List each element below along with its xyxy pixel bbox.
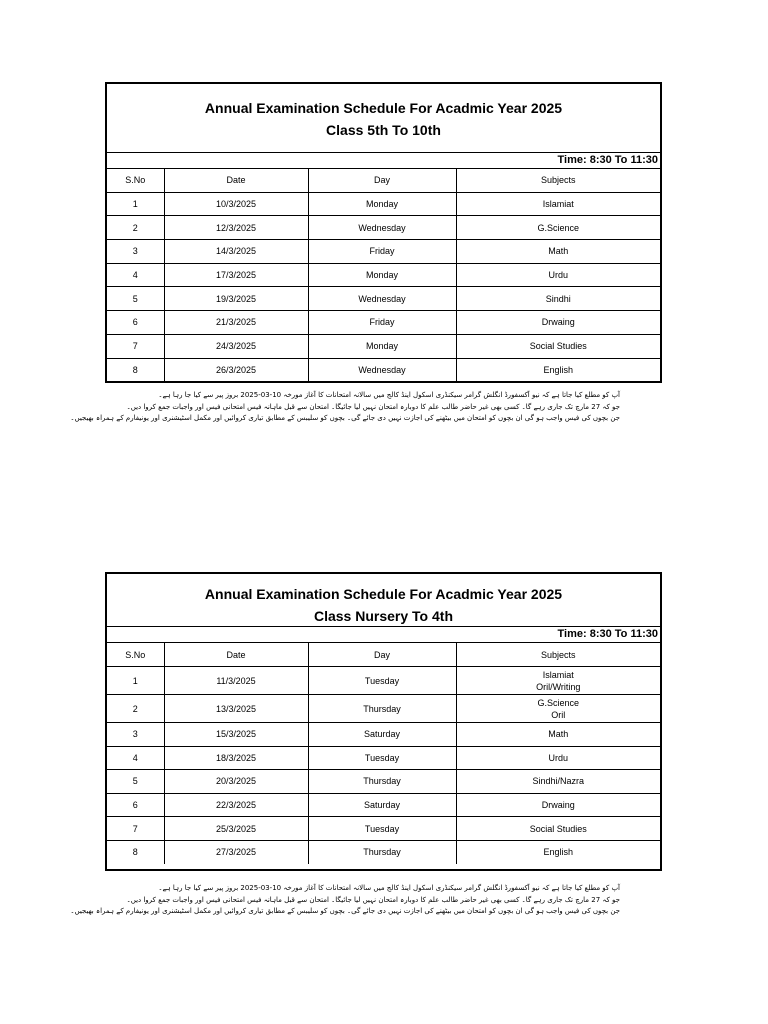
cell-day: Monday xyxy=(308,334,456,358)
cell-sno: 5 xyxy=(107,287,164,311)
schedule-junior xyxy=(105,572,662,871)
subject-line: G.Science xyxy=(537,697,580,708)
header-sno: S.No xyxy=(107,643,164,667)
table-row xyxy=(107,334,660,358)
schedule-heading xyxy=(107,574,660,626)
cell-date: 17/3/2025 xyxy=(164,263,308,287)
cell-subject: Islamiat xyxy=(456,192,660,216)
cell-day: Saturday xyxy=(308,793,456,817)
cell-date: 26/3/2025 xyxy=(164,358,308,381)
cell-subject: G.Science xyxy=(456,216,660,240)
cell-sno: 5 xyxy=(107,770,164,794)
table-row xyxy=(107,793,660,817)
cell-date: 15/3/2025 xyxy=(164,723,308,747)
table-row xyxy=(107,263,660,287)
schedule-subtitle: Class Nursery To 4th xyxy=(313,608,453,624)
table-row xyxy=(107,216,660,240)
cell-subject: English xyxy=(456,840,660,863)
exam-time: Time: 8:30 To 11:30 xyxy=(107,152,660,168)
cell-date: 10/3/2025 xyxy=(164,192,308,216)
cell-sno: 4 xyxy=(107,746,164,770)
cell-sno: 7 xyxy=(107,334,164,358)
cell-subject: Drwaing xyxy=(456,311,660,335)
notice-line: جو کہ 27 مارچ تک جاری رہے گا۔ کسی بھی غیر حاضر طالب علم کا دوبارہ امتحان نہیں لیا جائیگا۔ امتحان سے قبل ماہانہ فیس امتحانی فیس اور واجبات جمع کروا دیں۔ xyxy=(126,895,620,904)
subject-line: Oril xyxy=(551,709,566,720)
table-row xyxy=(107,840,660,863)
table-row xyxy=(107,695,660,723)
schedule-heading xyxy=(107,84,660,152)
cell-sno: 6 xyxy=(107,311,164,335)
table-row xyxy=(107,817,660,841)
table-row xyxy=(107,311,660,335)
header-sno: S.No xyxy=(107,169,164,193)
cell-subject: English xyxy=(456,358,660,381)
cell-day: Friday xyxy=(308,240,456,264)
cell-sno: 4 xyxy=(107,263,164,287)
cell-sno: 3 xyxy=(107,723,164,747)
schedule-subtitle: Class 5th To 10th xyxy=(326,122,441,138)
cell-day: Thursday xyxy=(308,840,456,863)
cell-subject: Drwaing xyxy=(456,793,660,817)
schedule-title: Annual Examination Schedule For Acadmic Year 2025 xyxy=(204,586,563,602)
cell-date: 14/3/2025 xyxy=(164,240,308,264)
table-row xyxy=(107,746,660,770)
notice-line: جن بچوں کی فیس واجب ہو گی ان بچوں کو امتحان میں بیٹھنے کی اجازت نہیں دی جائے گی۔ بچوں کو سلیبس کے مطابق تیاری کروائیں اور مکمل اسٹیشنری اور یونیفارم کے ہمراہ بھیجیں۔ xyxy=(70,907,620,915)
cell-date: 24/3/2025 xyxy=(164,334,308,358)
cell-sno: 1 xyxy=(107,667,164,695)
table-row xyxy=(107,770,660,794)
cell-date: 25/3/2025 xyxy=(164,817,308,841)
cell-day: Monday xyxy=(308,263,456,287)
cell-day: Saturday xyxy=(308,723,456,747)
notice-line: جو کہ 27 مارچ تک جاری رہے گا۔ کسی بھی غیر حاضر طالب علم کا دوبارہ امتحان نہیں لیا جائیگا۔ امتحان سے قبل ماہانہ فیس امتحانی فیس اور واجبات جمع کروا دیں۔ xyxy=(126,402,620,411)
cell-date: 22/3/2025 xyxy=(164,793,308,817)
header-subjects: Subjects xyxy=(456,169,660,193)
cell-day: Thursday xyxy=(308,770,456,794)
table-row xyxy=(107,723,660,747)
schedule-title: Annual Examination Schedule For Acadmic Year 2025 xyxy=(204,100,563,116)
exam-time: Time: 8:30 To 11:30 xyxy=(107,626,660,642)
header-day: Day xyxy=(308,643,456,667)
cell-date: 11/3/2025 xyxy=(164,667,308,695)
cell-sno: 3 xyxy=(107,240,164,264)
cell-subject: Math xyxy=(456,240,660,264)
cell-date: 13/3/2025 xyxy=(164,695,308,723)
cell-day: Monday xyxy=(308,192,456,216)
cell-subject: Urdu xyxy=(456,263,660,287)
cell-date: 18/3/2025 xyxy=(164,746,308,770)
cell-date: 20/3/2025 xyxy=(164,770,308,794)
cell-sno: 7 xyxy=(107,817,164,841)
cell-day: Wednesday xyxy=(308,358,456,381)
table-row xyxy=(107,240,660,264)
cell-subject: Social Studies xyxy=(456,817,660,841)
cell-day: Wednesday xyxy=(308,216,456,240)
schedule-senior xyxy=(105,82,662,383)
table-row xyxy=(107,667,660,695)
header-date: Date xyxy=(164,169,308,193)
schedule-table xyxy=(107,642,660,864)
cell-date: 27/3/2025 xyxy=(164,840,308,863)
cell-day: Tuesday xyxy=(308,667,456,695)
table-row xyxy=(107,192,660,216)
cell-sno: 8 xyxy=(107,358,164,381)
schedule-table xyxy=(107,168,660,381)
cell-subject: Sindhi xyxy=(456,287,660,311)
cell-day: Tuesday xyxy=(308,746,456,770)
cell-day: Friday xyxy=(308,311,456,335)
cell-sno: 8 xyxy=(107,840,164,863)
cell-day: Wednesday xyxy=(308,287,456,311)
table-header-row xyxy=(107,169,660,193)
cell-date: 19/3/2025 xyxy=(164,287,308,311)
cell-sno: 6 xyxy=(107,793,164,817)
urdu-notice xyxy=(70,883,620,918)
notice-line: آپ کو مطلع کیا جاتا ہے کہ نیو آکسفورڈ انگلش گرامر سیکنڈری اسکول اینڈ کالج میں سالانہ امتحانات کا آغاز مورخہ 10-03-2025 بروز پیر سے کیا جا رہا ہے۔ xyxy=(158,884,620,892)
cell-subject: Social Studies xyxy=(456,334,660,358)
header-date: Date xyxy=(164,643,308,667)
cell-day: Tuesday xyxy=(308,817,456,841)
cell-subject: Math xyxy=(456,723,660,747)
cell-subject xyxy=(456,695,660,723)
header-subjects: Subjects xyxy=(456,643,660,667)
cell-day: Thursday xyxy=(308,695,456,723)
cell-sno: 2 xyxy=(107,216,164,240)
cell-sno: 1 xyxy=(107,192,164,216)
urdu-notice xyxy=(70,390,620,425)
cell-subject xyxy=(456,667,660,695)
cell-subject: Sindhi/Nazra xyxy=(456,770,660,794)
cell-subject: Urdu xyxy=(456,746,660,770)
subject-line: Islamiat xyxy=(542,669,574,680)
table-header-row xyxy=(107,643,660,667)
cell-date: 21/3/2025 xyxy=(164,311,308,335)
table-row xyxy=(107,287,660,311)
table-row xyxy=(107,358,660,381)
header-day: Day xyxy=(308,169,456,193)
cell-sno: 2 xyxy=(107,695,164,723)
notice-line: جن بچوں کی فیس واجب ہو گی ان بچوں کو امتحان میں بیٹھنے کی اجازت نہیں دی جائے گی۔ بچوں کو سلیبس کے مطابق تیاری کروائیں اور مکمل اسٹیشنری اور یونیفارم کے ہمراہ بھیجیں۔ xyxy=(70,414,620,422)
cell-date: 12/3/2025 xyxy=(164,216,308,240)
subject-line: Oril/Writing xyxy=(536,681,581,692)
notice-line: آپ کو مطلع کیا جاتا ہے کہ نیو آکسفورڈ انگلش گرامر سیکنڈری اسکول اینڈ کالج میں سالانہ امتحانات کا آغاز مورخہ 10-03-2025 بروز پیر سے کیا جا رہا ہے۔ xyxy=(158,391,620,399)
